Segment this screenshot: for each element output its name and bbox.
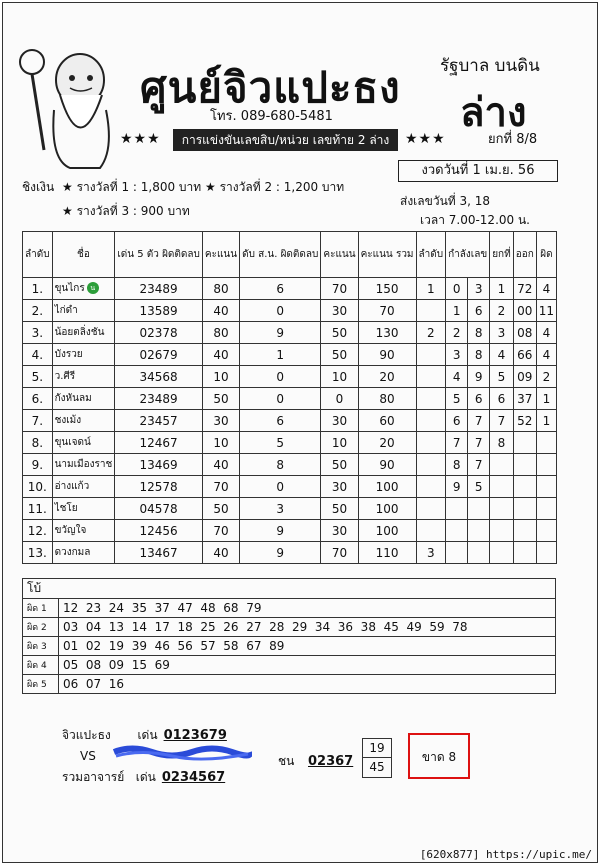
cell-wrong: 4 [536, 278, 556, 300]
cell-s2: 70 [321, 542, 358, 564]
cell-g2: 5 [468, 476, 490, 498]
cell-total: 90 [358, 454, 416, 476]
wrong-numbers: 06 07 16 [59, 675, 556, 694]
cell-s1: 40 [202, 344, 239, 366]
cell-s2: 30 [321, 410, 358, 432]
table-header-cell: ดับ ส.น. ผิดติดลบ [240, 232, 321, 278]
prize-3: ★ รางวัลที่ 3 : 900 บาท [62, 204, 190, 218]
cell-g1: 4 [446, 366, 468, 388]
wrong-numbers-table [22, 578, 556, 694]
cell-s2: 50 [321, 454, 358, 476]
cell-dab: 9 [240, 520, 321, 542]
lottery-type: รัฐบาล บนดิน [440, 56, 540, 76]
versus-left: จิวแปะธง เด่น 0123679 [62, 728, 227, 743]
cell-five: 02679 [115, 344, 203, 366]
table-header-cell: คะแนน [202, 232, 239, 278]
cell-dab: 3 [240, 498, 321, 520]
cell-wrong [536, 432, 556, 454]
cell-no: 8. [23, 432, 53, 454]
lower-label: ล่าง [460, 90, 527, 136]
cell-no: 13. [23, 542, 53, 564]
cell-g2 [468, 542, 490, 564]
cell-lift: 8 [490, 432, 514, 454]
cell-no: 12. [23, 520, 53, 542]
competition-banner: การแข่งขันเลขสิบ/หน่วย เลขท้าย 2 ล่าง [173, 129, 398, 151]
round-label: ยกที่ 8/8 [488, 132, 538, 147]
table-row [23, 278, 557, 300]
leader-badge-icon: น [87, 282, 99, 294]
cell-name: ขุนเจดน์ [52, 432, 115, 454]
cell-g2: 9 [468, 366, 490, 388]
table-row [23, 476, 557, 498]
cell-rank [416, 344, 446, 366]
stars-left: ★★★ [120, 131, 161, 147]
cell-rank [416, 300, 446, 322]
cell-s1: 40 [202, 542, 239, 564]
cell-name: น้อยตลิ่งชัน [52, 322, 115, 344]
cell-lift: 7 [490, 410, 514, 432]
cell-total: 100 [358, 520, 416, 542]
cell-wrong: 1 [536, 410, 556, 432]
wrong-label: ผิด 5 [23, 675, 59, 694]
table-row [23, 542, 557, 564]
cell-no: 2. [23, 300, 53, 322]
cell-wrong: 2 [536, 366, 556, 388]
cell-wrong [536, 520, 556, 542]
cell-wrong [536, 476, 556, 498]
cell-s2: 50 [321, 498, 358, 520]
cell-dab: 5 [240, 432, 321, 454]
cell-wrong: 1 [536, 388, 556, 410]
cell-lift [490, 454, 514, 476]
wrong-label: ผิด 1 [23, 599, 59, 618]
cell-name: ชงเม้ง [52, 410, 115, 432]
table-header-cell: คะแนน [321, 232, 358, 278]
cell-g2: 7 [468, 432, 490, 454]
cell-s1: 80 [202, 322, 239, 344]
cell-wrong [536, 498, 556, 520]
cell-wrong: 11 [536, 300, 556, 322]
cell-out: 66 [513, 344, 536, 366]
wrong-table-header: โบ้ [23, 579, 556, 599]
cell-out [513, 432, 536, 454]
send-time: เวลา 7.00-12.00 น. [420, 213, 530, 227]
cell-g2 [468, 520, 490, 542]
cell-g1: 5 [446, 388, 468, 410]
cell-dab: 6 [240, 410, 321, 432]
table-header-cell: ยกที่ [490, 232, 514, 278]
cell-lift: 2 [490, 300, 514, 322]
cell-g1: 1 [446, 300, 468, 322]
cell-lift: 5 [490, 366, 514, 388]
table-header-cell: กำลังเลข [446, 232, 490, 278]
cell-name: บังรวย [52, 344, 115, 366]
cell-five: 12467 [115, 432, 203, 454]
cell-g1: 7 [446, 432, 468, 454]
cell-g1: 9 [446, 476, 468, 498]
cell-five: 04578 [115, 498, 203, 520]
cell-out: 37 [513, 388, 536, 410]
cell-rank: 1 [416, 278, 446, 300]
cell-no: 6. [23, 388, 53, 410]
table-row [23, 366, 557, 388]
table-header-cell: ผิด [536, 232, 556, 278]
cell-s1: 30 [202, 410, 239, 432]
cell-dab: 6 [240, 278, 321, 300]
wrong-numbers: 01 02 19 39 46 56 57 58 67 89 [59, 637, 556, 656]
cell-five: 34568 [115, 366, 203, 388]
wrong-row [23, 599, 556, 618]
cell-s2: 0 [321, 388, 358, 410]
cell-wrong: 4 [536, 344, 556, 366]
cell-no: 11. [23, 498, 53, 520]
table-header-cell: คะแนน รวม [358, 232, 416, 278]
table-header-cell: ชื่อ [52, 232, 115, 278]
cell-g2: 7 [468, 410, 490, 432]
cell-lift: 6 [490, 388, 514, 410]
cell-total: 100 [358, 476, 416, 498]
cell-s2: 10 [321, 432, 358, 454]
cell-s2: 30 [321, 300, 358, 322]
cell-five: 13469 [115, 454, 203, 476]
cell-out: 52 [513, 410, 536, 432]
cell-g1 [446, 520, 468, 542]
cell-out: 09 [513, 366, 536, 388]
cell-lift [490, 542, 514, 564]
cell-total: 60 [358, 410, 416, 432]
cell-rank: 3 [416, 542, 446, 564]
cell-no: 5. [23, 366, 53, 388]
cell-rank [416, 476, 446, 498]
versus-vs: VS [80, 749, 96, 763]
cell-s1: 70 [202, 476, 239, 498]
cell-out: 72 [513, 278, 536, 300]
cell-rank: 2 [416, 322, 446, 344]
wrong-numbers: 12 23 24 35 37 47 48 68 79 [59, 599, 556, 618]
cell-g1: 2 [446, 322, 468, 344]
cell-dab: 0 [240, 388, 321, 410]
cell-name: ว.ศีรี [52, 366, 115, 388]
prize-2: ★ รางวัลที่ 2 : 1,200 บาท [205, 180, 345, 194]
cell-rank [416, 366, 446, 388]
score-fraction [362, 738, 392, 778]
cell-total: 150 [358, 278, 416, 300]
wrong-numbers: 03 04 13 14 17 18 25 26 27 28 29 34 36 38 45 49 59 78 [59, 618, 556, 637]
cell-g1 [446, 498, 468, 520]
table-header-cell: เด่น 5 ตัว ผิดติดลบ [115, 232, 203, 278]
wrong-row [23, 675, 556, 694]
wrong-row [23, 656, 556, 675]
wrong-label: ผิด 4 [23, 656, 59, 675]
table-header-cell: ลำดับ [416, 232, 446, 278]
fraction-top: 19 [363, 739, 391, 758]
cell-wrong [536, 454, 556, 476]
versus-right: รวมอาจารย์ เด่น 0234567 [62, 770, 226, 785]
cell-name: ขวัญใจ [52, 520, 115, 542]
table-row [23, 410, 557, 432]
cell-g2: 8 [468, 344, 490, 366]
wrong-row [23, 637, 556, 656]
cell-g1: 6 [446, 410, 468, 432]
table-header-cell: ออก [513, 232, 536, 278]
cell-name: อ่างแก้ว [52, 476, 115, 498]
cell-s2: 70 [321, 278, 358, 300]
cell-rank [416, 498, 446, 520]
cell-dab: 9 [240, 322, 321, 344]
cell-name: ไชโย [52, 498, 115, 520]
cell-out: 00 [513, 300, 536, 322]
stars-right: ★★★ [405, 131, 446, 147]
table-row [23, 520, 557, 542]
cell-rank [416, 520, 446, 542]
wrong-label: ผิด 2 [23, 618, 59, 637]
cell-total: 80 [358, 388, 416, 410]
cell-s1: 10 [202, 432, 239, 454]
prize-1: ★ รางวัลที่ 1 : 1,800 บาท [62, 180, 202, 194]
cell-five: 13589 [115, 300, 203, 322]
cell-g2: 6 [468, 300, 490, 322]
cell-lift [490, 520, 514, 542]
cell-name: ขุนไกร น [52, 278, 115, 300]
cell-g2: 6 [468, 388, 490, 410]
cell-no: 3. [23, 322, 53, 344]
cell-wrong: 4 [536, 322, 556, 344]
table-row [23, 344, 557, 366]
cell-out: 08 [513, 322, 536, 344]
cell-s1: 70 [202, 520, 239, 542]
cell-out [513, 454, 536, 476]
cell-total: 70 [358, 300, 416, 322]
cell-five: 12456 [115, 520, 203, 542]
cell-five: 23489 [115, 388, 203, 410]
cell-s2: 10 [321, 366, 358, 388]
cell-name: ดวงกมล [52, 542, 115, 564]
send-date: ส่งเลขวันที่ 3, 18 [400, 194, 491, 208]
cell-total: 110 [358, 542, 416, 564]
cell-out [513, 520, 536, 542]
cell-no: 10. [23, 476, 53, 498]
scribble-redaction [112, 743, 252, 761]
cell-lift [490, 498, 514, 520]
cell-total: 20 [358, 366, 416, 388]
cell-no: 1. [23, 278, 53, 300]
cell-s1: 80 [202, 278, 239, 300]
cell-total: 90 [358, 344, 416, 366]
cell-dab: 0 [240, 476, 321, 498]
khad-box: ขาด 8 [408, 733, 470, 779]
wrong-numbers: 05 08 09 15 69 [59, 656, 556, 675]
cell-total: 100 [358, 498, 416, 520]
cell-five: 23457 [115, 410, 203, 432]
cell-dab: 0 [240, 366, 321, 388]
cell-g1: 3 [446, 344, 468, 366]
table-row [23, 388, 557, 410]
cell-out [513, 542, 536, 564]
cell-no: 4. [23, 344, 53, 366]
cell-s2: 30 [321, 520, 358, 542]
cell-total: 130 [358, 322, 416, 344]
cell-g2: 8 [468, 322, 490, 344]
table-header-cell: ลำดับ [23, 232, 53, 278]
cell-rank [416, 432, 446, 454]
cell-name: ไก่ดำ [52, 300, 115, 322]
prize-prefix: ชิงเงิน [22, 180, 55, 194]
cell-no: 9. [23, 454, 53, 476]
cell-five: 13467 [115, 542, 203, 564]
wrong-row [23, 618, 556, 637]
khon-line: ชน 02367 [278, 754, 354, 769]
cell-lift: 4 [490, 344, 514, 366]
cell-out [513, 476, 536, 498]
table-row [23, 432, 557, 454]
fraction-bottom: 45 [369, 760, 385, 774]
phone-number: โทร. 089-680-5481 [210, 109, 333, 124]
table-row [23, 322, 557, 344]
cell-dab: 1 [240, 344, 321, 366]
score-table [22, 231, 557, 564]
cell-name: นามเมืองราช [52, 454, 115, 476]
hermit-mascot-icon [10, 40, 130, 170]
cell-s2: 50 [321, 322, 358, 344]
wrong-label: ผิด 3 [23, 637, 59, 656]
cell-g1: 0 [446, 278, 468, 300]
cell-s2: 50 [321, 344, 358, 366]
cell-lift: 1 [490, 278, 514, 300]
cell-g1: 8 [446, 454, 468, 476]
cell-rank [416, 388, 446, 410]
cell-g2 [468, 498, 490, 520]
cell-g2: 3 [468, 278, 490, 300]
cell-s1: 40 [202, 300, 239, 322]
cell-dab: 9 [240, 542, 321, 564]
cell-s1: 50 [202, 388, 239, 410]
cell-s1: 10 [202, 366, 239, 388]
table-row [23, 498, 557, 520]
cell-no: 7. [23, 410, 53, 432]
cell-five: 12578 [115, 476, 203, 498]
cell-dab: 8 [240, 454, 321, 476]
cell-wrong [536, 542, 556, 564]
cell-g2: 7 [468, 454, 490, 476]
cell-s1: 40 [202, 454, 239, 476]
cell-total: 20 [358, 432, 416, 454]
cell-s2: 30 [321, 476, 358, 498]
cell-lift: 3 [490, 322, 514, 344]
cell-s1: 50 [202, 498, 239, 520]
cell-rank [416, 454, 446, 476]
cell-five: 23489 [115, 278, 203, 300]
cell-five: 02378 [115, 322, 203, 344]
cell-g1 [446, 542, 468, 564]
cell-name: กังหันลม [52, 388, 115, 410]
cell-rank [416, 410, 446, 432]
draw-date: งวดวันที่ 1 เม.ย. 56 [398, 160, 558, 182]
table-row [23, 454, 557, 476]
table-row [23, 300, 557, 322]
footer-watermark: [620x877] https://upic.me/ [419, 848, 592, 861]
shop-title: ศูนย์จิวแปะธง [140, 63, 401, 112]
cell-dab: 0 [240, 300, 321, 322]
cell-out [513, 498, 536, 520]
cell-lift [490, 476, 514, 498]
